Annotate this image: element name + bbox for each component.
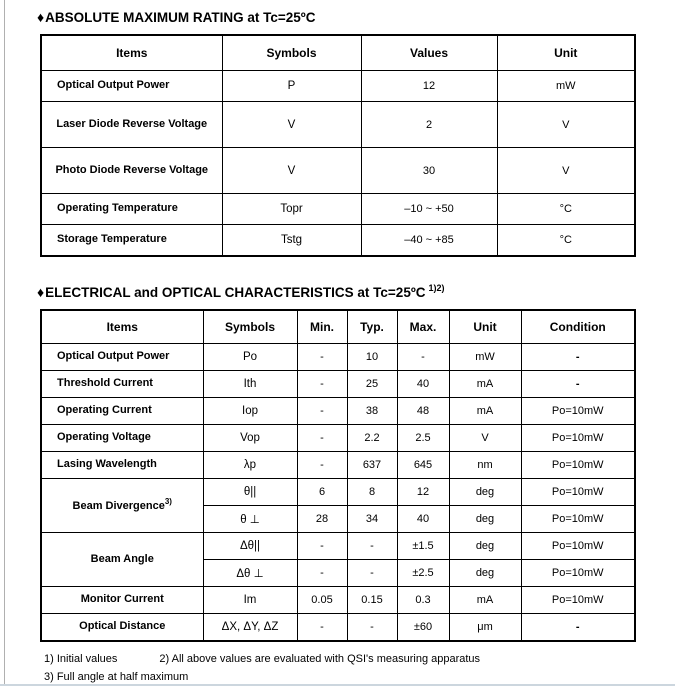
col-header-items: Items [41,310,203,344]
value-cell: –40 ~ +85 [361,225,497,257]
unit-cell: deg [449,533,521,560]
typ-cell: 10 [347,344,397,371]
typ-cell: - [347,533,397,560]
unit-cell: deg [449,560,521,587]
table-row [41,344,635,371]
symbol-cell: θ|| [203,479,297,506]
table-row [41,533,635,560]
condition-cell: Po=10mW [521,452,635,479]
unit-cell: mA [449,371,521,398]
symbol-cell: Vop [203,425,297,452]
condition-cell: - [521,614,635,642]
table-row [41,425,635,452]
table-row [41,371,635,398]
symbol-cell: λp [203,452,297,479]
table-row [41,614,635,642]
max-cell: ±2.5 [397,560,449,587]
symbol-cell: Topr [222,194,361,225]
value-cell: –10 ~ +50 [361,194,497,225]
min-cell: - [297,398,347,425]
unit-cell: mA [449,587,521,614]
max-cell: 645 [397,452,449,479]
title-footnote-marker: 1)2) [428,283,445,293]
min-cell: - [297,425,347,452]
table-row [41,225,635,257]
unit-cell: mW [449,344,521,371]
item-cell: Operating Voltage [41,425,203,452]
table-row [41,452,635,479]
table-row [41,587,635,614]
condition-cell: Po=10mW [521,587,635,614]
col-header-unit: Unit [497,35,635,71]
condition-cell: Po=10mW [521,398,635,425]
item-footnote-marker: 3) [164,496,172,506]
min-cell: - [297,371,347,398]
max-cell: - [397,344,449,371]
symbol-cell: V [222,148,361,194]
max-cell: 40 [397,506,449,533]
condition-cell: Po=10mW [521,479,635,506]
col-header-condition: Condition [521,310,635,344]
table-row [41,194,635,225]
table-row [41,398,635,425]
col-header-max: Max. [397,310,449,344]
absolute-maximum-rating-table [40,34,636,257]
symbol-cell: Δθ ⊥ [203,560,297,587]
condition-cell: Po=10mW [521,533,635,560]
item-cell: Optical Distance [41,614,203,642]
col-header-symbols: Symbols [203,310,297,344]
col-header-items: Items [41,35,222,71]
min-cell: 0.05 [297,587,347,614]
symbol-cell: ΔX, ΔY, ΔZ [203,614,297,642]
typ-cell: 0.15 [347,587,397,614]
unit-cell: V [497,102,635,148]
item-cell: Photo Diode Reverse Voltage [41,148,222,194]
symbol-cell: Po [203,344,297,371]
condition-cell: - [521,371,635,398]
section-title-absolute-maximum-rating [37,9,675,25]
item-cell: Operating Temperature [41,194,222,225]
min-cell: - [297,560,347,587]
unit-cell: μm [449,614,521,642]
max-cell: 0.3 [397,587,449,614]
col-header-values: Values [361,35,497,71]
typ-cell: 25 [347,371,397,398]
item-label: Beam Divergence [72,499,165,512]
unit-cell: deg [449,479,521,506]
unit-cell: mA [449,398,521,425]
item-cell [41,479,203,533]
col-header-min: Min. [297,310,347,344]
typ-cell: 637 [347,452,397,479]
item-cell: Optical Output Power [41,344,203,371]
typ-cell: - [347,560,397,587]
footnote-2: 2) All above values are evaluated with QSI's measuring apparatus [159,653,481,665]
item-cell: Operating Current [41,398,203,425]
max-cell: ±1.5 [397,533,449,560]
max-cell: 12 [397,479,449,506]
unit-cell: V [497,148,635,194]
footnote-line-1 [44,650,675,668]
unit-cell: V [449,425,521,452]
typ-cell: - [347,614,397,642]
col-header-symbols: Symbols [222,35,361,71]
unit-cell: °C [497,194,635,225]
min-cell: 28 [297,506,347,533]
unit-cell: nm [449,452,521,479]
value-cell: 2 [361,102,497,148]
symbol-cell: Δθ|| [203,533,297,560]
unit-cell: deg [449,506,521,533]
diamond-icon: ♦ [37,9,45,25]
min-cell: - [297,533,347,560]
header-row [41,35,635,71]
item-cell: Storage Temperature [41,225,222,257]
typ-cell: 34 [347,506,397,533]
max-cell: 2.5 [397,425,449,452]
symbol-cell: θ ⊥ [203,506,297,533]
value-cell: 30 [361,148,497,194]
symbol-cell: V [222,102,361,148]
electrical-optical-characteristics-table [40,309,636,642]
condition-cell: Po=10mW [521,560,635,587]
item-cell: Monitor Current [41,587,203,614]
symbol-cell: Tstg [222,225,361,257]
section-title-electrical-optical-characteristics [37,283,675,300]
item-cell: Optical Output Power [41,71,222,102]
min-cell: - [297,452,347,479]
typ-cell: 2.2 [347,425,397,452]
typ-cell: 8 [347,479,397,506]
item-cell: Lasing Wavelength [41,452,203,479]
header-row [41,310,635,344]
unit-cell: mW [497,71,635,102]
symbol-cell: Ith [203,371,297,398]
table-row [41,102,635,148]
min-cell: - [297,614,347,642]
condition-cell: Po=10mW [521,506,635,533]
section-title-text: ABSOLUTE MAXIMUM RATING at Tc=25ºC [45,10,316,25]
symbol-cell: Iop [203,398,297,425]
typ-cell: 38 [347,398,397,425]
item-cell: Threshold Current [41,371,203,398]
value-cell: 12 [361,71,497,102]
symbol-cell: P [222,71,361,102]
footnote-1: 1) Initial values [44,653,118,665]
table-row [41,71,635,102]
symbol-cell: Im [203,587,297,614]
max-cell: 48 [397,398,449,425]
min-cell: - [297,344,347,371]
item-cell: Laser Diode Reverse Voltage [41,102,222,148]
section-title-text: ELECTRICAL and OPTICAL CHARACTERISTICS at Tc=25ºC [45,285,426,300]
max-cell: ±60 [397,614,449,642]
footnotes [44,650,675,686]
footnote-line-2 [44,668,675,686]
min-cell: 6 [297,479,347,506]
condition-cell: Po=10mW [521,425,635,452]
diamond-icon: ♦ [37,284,45,300]
item-cell: Beam Angle [41,533,203,587]
table-row [41,479,635,506]
col-header-typ: Typ. [347,310,397,344]
unit-cell: °C [497,225,635,257]
table-row [41,148,635,194]
max-cell: 40 [397,371,449,398]
col-header-unit: Unit [449,310,521,344]
condition-cell: - [521,344,635,371]
footnote-3: 3) Full angle at half maximum [44,671,189,683]
